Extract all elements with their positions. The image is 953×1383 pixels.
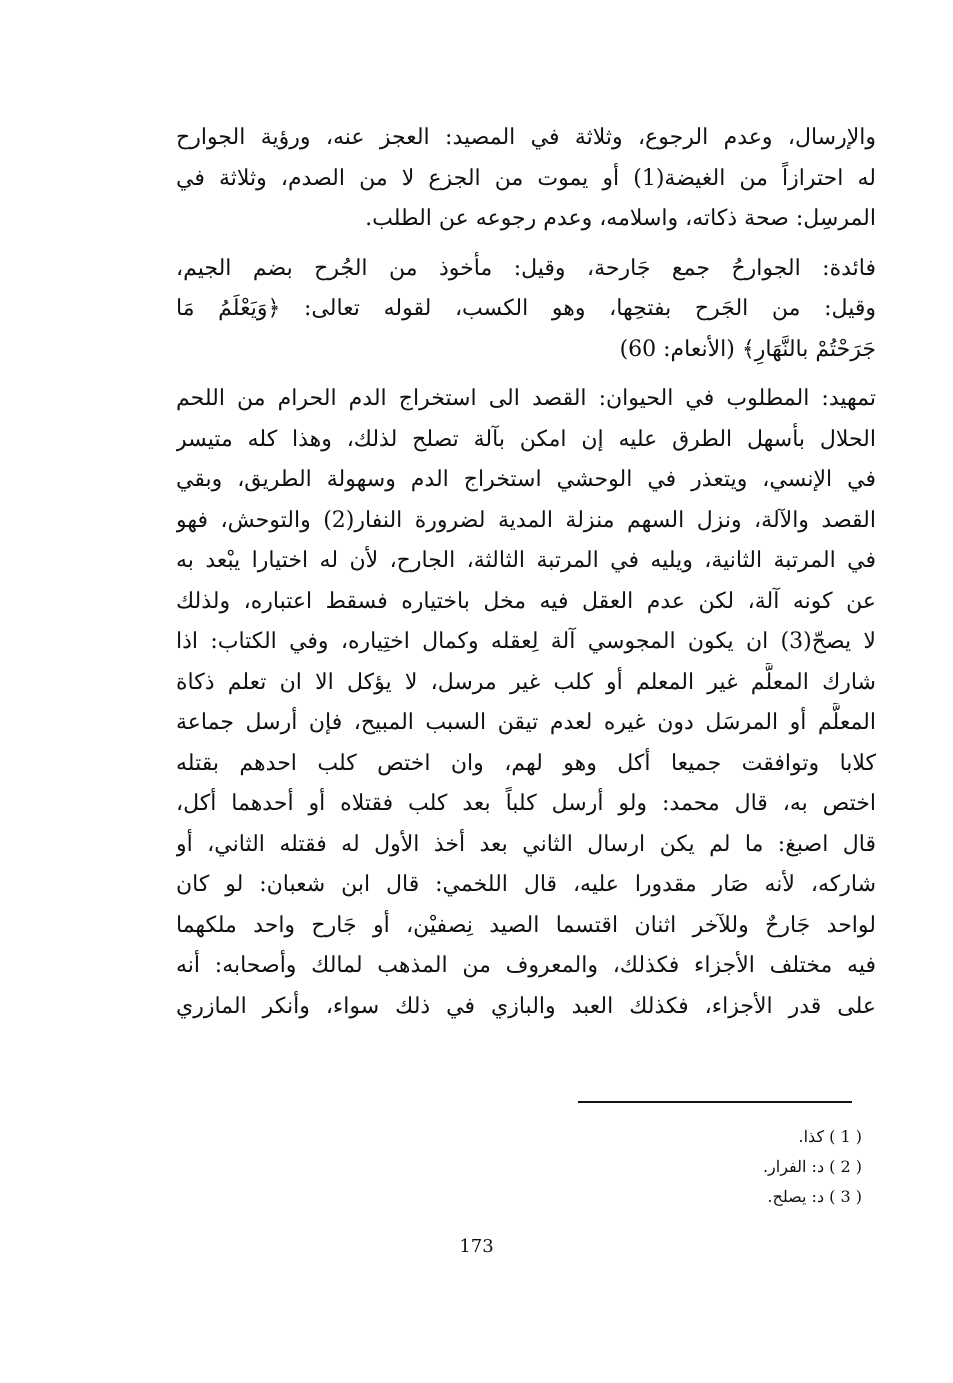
footnote-1: ( 1 ) كذا. [798, 1127, 862, 1146]
paragraph-3 [176, 379, 876, 1027]
text-line: له احترازاً من الغيضة(1) أو يموت من الجزع لا من الصدم، وثلاثة في [176, 165, 876, 191]
paragraph-2 [176, 249, 876, 371]
text-line: شاركه، لأنه صَار مقدورا عليه، قال اللخمي: قال ابن شعبان: لو كان [176, 872, 876, 897]
footnote-3: ( 3 ) د: يصلح. [767, 1187, 862, 1206]
text-line: جَرَحْتُمْ بالنَّهَارِ﴾ (الأنعام: 60) [619, 336, 876, 362]
text-line: تمهيد: المطلوب في الحيوان: القصد الى استخراج الدم الحرام من اللحم [176, 386, 876, 411]
text-line: عن كونه آلة، لكن عدم العقل فيه مخل باختياره فسقط اعتباره، ولذلك [176, 588, 876, 614]
text-line: فيه مختلف الأجزاء فكذلك، والمعروف من المذهب لمالك وأصحابه: أنه [176, 953, 876, 978]
text-line: والإرسال، وعدم الرجوع، وثلاثة في المصيد: العجز عنه، ورؤية الجوارح [176, 125, 876, 150]
text-line: قال اصبغ: ما لم يكن ارسال الثاني بعد أخذ الأول له فقتله الثاني، أو [176, 831, 876, 857]
text-line: المرسِل: صحة ذكاته، واسلامه، وعدم رجوعه عن الطلب. [365, 206, 876, 231]
text-line: في الإنسي، ويتعذر في الوحشي استخراج الدم وسهولة الطريق، وبقي [176, 467, 876, 492]
main-text [176, 118, 876, 1036]
text-line: في المرتبة الثانية، ويليه في المرتبة الثالثة، الجارح، لأن له اختيارا يبْعد به [176, 548, 876, 573]
page-number: 173 [459, 1236, 494, 1257]
paragraph-1 [176, 118, 876, 240]
text-line: الحلال بأسهل الطرق عليه إن امكن بآلة تصلح لذلك، وهذا كله متيسر [176, 426, 876, 452]
footnote-divider [578, 1101, 852, 1103]
footnotes [560, 1122, 862, 1212]
text-line: المعلَّم أو المرسَل دون غيره لعدم تيقن السبب المبيح، فإن أرسل جماعة [176, 710, 876, 735]
text-line: لا يصحّ(3) ان يكون المجوسي آلة لِعقله وكمال اختِياره، وفي الكتاب: اذا [176, 629, 876, 654]
text-line: اختص به، قال محمد: ولو أرسل كلباً بعد كلب فقتلاه أو أحدهما أكل، [176, 791, 876, 816]
text-line: القصد والآلة، ونزل السهم منزلة المدية لضرورة النفار(2) والتوحش، فهو [176, 507, 876, 533]
text-line: شارك المعلَّم غير المعلم أو كلب غير مرسل، لا يؤكل الا ان تعلم ذكاة [176, 669, 876, 695]
text-line: فائدة: الجوارحُ جمع جَارحة، وقيل: مأخوذ من الجُرح بضم الجيم، [176, 255, 876, 281]
text-line: كلابا وتوافقت جميعا أكل وهو لهم، وان اختص كلب احدهم بقتله [176, 750, 876, 776]
text-line: لواحد جَارحٌ وللآخر اثنان اقتسما الصيد نِصفيْن، أو جَارح واحد ملكهما [176, 912, 876, 938]
footnote-2: ( 2 ) د: الفرار. [762, 1157, 862, 1176]
text-line: على قدر الأجزاء، فكذلك العبد والبازي في ذلك سواء، وأنكر المازري [176, 993, 876, 1019]
text-line: وقيل: من الجَرح بفتحِها، وهو الكسب، لقوله تعالى: ﴿وَيَعْلَمُ مَا [176, 296, 876, 321]
